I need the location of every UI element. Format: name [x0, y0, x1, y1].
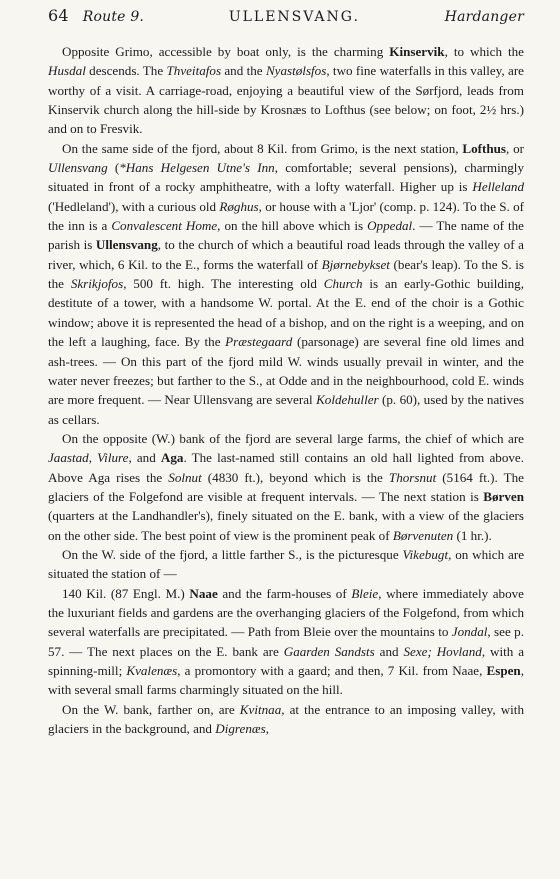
text-run: is an early-Gothic building, destitute of a tower, with a handsome W. portal. At the E. end of the choir is a Gothic window; above it is represented the head of a bishop, and on the right is a weeping, and on the left a laughing, face. By the — [48, 276, 524, 350]
bold-term: Ullensvang — [95, 237, 158, 253]
italic-term: Nyastølsfos — [265, 63, 327, 79]
text-run: . The last-named still contains an old hall lighted from above. Above Aga rises the — [48, 450, 525, 485]
text-run: . — The name of the parish is — [48, 218, 524, 253]
text-run: Opposite Grimo, accessible by boat only, is the charming — [62, 44, 390, 59]
body-text — [48, 42, 524, 738]
italic-term: Kvalenæs — [126, 663, 178, 678]
text-run: , see p. 57. — The next places on the E. bank are — [48, 624, 524, 659]
paragraph — [48, 584, 524, 700]
text-run: , comfortable; several pensions), charmingly situated in front of a rocky amphitheatre, with a lofty waterfall. Higher up is — [48, 160, 524, 195]
paragraph — [48, 139, 524, 429]
text-run: , at the entrance to an imposing valley, with glaciers in the background, and — [48, 701, 524, 737]
italic-term: Gaarden Sandsts — [283, 643, 375, 659]
text-run: , two fine waterfalls in this valley, are worthy of a visit. A carriage-road, enjoying a beautiful view of the Sørfjord, leads from Kinservik church along the hill-side by Krosnæs to Lofthus (see below; on foot, 2½ hrs.) and on to Fresvik. — [48, 63, 524, 137]
text-run: (quarters at the Landhandler's), finely situated on the E. bank, with a view of the glaciers on the other side. The best point of view is the prominent peak of — [48, 508, 524, 543]
text-run: , on which are situated the station of — — [48, 546, 525, 582]
text-run: (p. 60), used by the natives as cellars. — [48, 392, 524, 427]
italic-term: Thorsnut — [388, 469, 437, 485]
text-run: , or — [506, 140, 524, 156]
text-run: On the opposite (W.) bank of the fjord are several large farms, the chief of which are — [62, 430, 524, 446]
text-run: (bear's leap). To the S. is the — [48, 256, 524, 292]
italic-term: Børvenuten — [392, 527, 454, 543]
italic-term: Jaastad — [48, 450, 89, 466]
italic-term: *Hans Helgesen Utne's Inn — [119, 160, 275, 176]
italic-term: Digrenæs — [215, 721, 266, 737]
region-label: Hardanger — [444, 9, 524, 25]
text-run: descends. The — [85, 63, 167, 79]
text-run: (5164 ft.). The glaciers of the Folgefond are visible at frequent intervals. — The next station is — [48, 469, 524, 504]
italic-term: Thveitafos — [166, 63, 222, 79]
text-run: and — [374, 643, 404, 659]
text-run: On the same side of the fjord, about 8 Kil. from Grimo, is the next station, — [62, 140, 463, 156]
italic-term: Helleland — [472, 179, 524, 195]
text-run: , a promontory with a gaard; and then, 7 Kil. from Naae, — [177, 663, 487, 678]
bold-term: Kinservik — [389, 44, 445, 59]
italic-term: Skrikjofos — [70, 276, 124, 292]
text-run: 140 Kil. (87 Engl. M.) — [62, 585, 190, 601]
text-run: , to which the — [444, 44, 524, 59]
italic-term: Solnut — [168, 469, 202, 485]
text-run: , on the hill above which is — [217, 218, 368, 234]
text-run: , where immediately above the luxuriant fields and gardens are the overhanging glaciers of the Folgefond, from which several waterfalls are precipitated. — Path from Bleie over the mountains to — [48, 585, 524, 640]
bold-term: Lofthus — [462, 140, 507, 156]
italic-term: Vikebugt — [402, 546, 449, 562]
text-run: , 500 ft. high. The interesting old — [123, 276, 324, 292]
text-run: and the farm-houses of — [217, 585, 352, 601]
text-run: , with a spinning-mill; — [48, 643, 525, 678]
text-run: ('Hedleland'), with a curious old — [48, 198, 220, 214]
text-run: , with several small farms charmingly situated on the hill. — [48, 663, 524, 698]
text-run: , — [88, 450, 98, 466]
italic-term: Convalescent Home — [111, 218, 218, 234]
italic-term: Vilure — [97, 450, 129, 466]
italic-term: Bleie — [351, 585, 379, 601]
bold-term: Aga — [160, 450, 184, 466]
italic-term: Bjørnebykset — [321, 256, 390, 272]
italic-term: Koldehuller — [316, 392, 379, 408]
italic-term: Ullensvang — [48, 160, 108, 176]
text-run: ( — [107, 160, 120, 176]
italic-term: Oppedal — [367, 218, 413, 234]
paragraph — [48, 42, 524, 139]
running-header — [48, 6, 524, 28]
route-label: Route 9. — [82, 9, 145, 25]
paragraph — [48, 429, 524, 545]
page-number: 64 — [48, 6, 69, 25]
page-title: ULLENSVANG. — [228, 9, 360, 25]
text-run: , to the church of which a beautiful road leads through the valley of a river, which, 6 Kil. to the E., forms the waterfall of — [48, 237, 524, 272]
italic-term: Husdal — [48, 63, 86, 79]
bold-term: Børven — [483, 488, 524, 504]
text-run: , — [265, 721, 269, 737]
header-left — [48, 6, 144, 25]
text-run: On the W. side of the fjord, a little farther S., is the picturesque — [62, 546, 403, 562]
text-run: (parsonage) are several fine old limes and ash-trees. — On this part of the fjord mild W. winds usually prevail in winter, and the water never freezes; but farther to the S., at Odde and in the neighbourhood, cold E. winds are more frequent. — Near Ullensvang are several — [48, 334, 524, 408]
italic-term: Church — [323, 276, 363, 292]
paragraph — [48, 700, 524, 739]
italic-term: Præstegaard — [225, 334, 293, 350]
bold-term: Naae — [189, 585, 218, 601]
text-run: On the W. bank, farther on, are — [62, 701, 240, 717]
text-run: and the — [221, 63, 266, 79]
italic-term: Kvitnaa — [239, 701, 282, 717]
italic-term: Sexe; Hovland — [403, 643, 482, 659]
text-run: , or house with a 'Ljor' (comp. p. 124). To the S. of the inn is a — [48, 198, 524, 234]
italic-term: Jondal — [451, 624, 488, 640]
italic-term: Røghus — [219, 198, 259, 214]
text-run: (1 hr.). — [453, 527, 492, 543]
text-run: , and — [128, 450, 161, 466]
bold-term: Espen — [486, 663, 521, 678]
paragraph — [48, 545, 524, 584]
text-run: (4830 ft.), beyond which is the — [201, 469, 389, 485]
